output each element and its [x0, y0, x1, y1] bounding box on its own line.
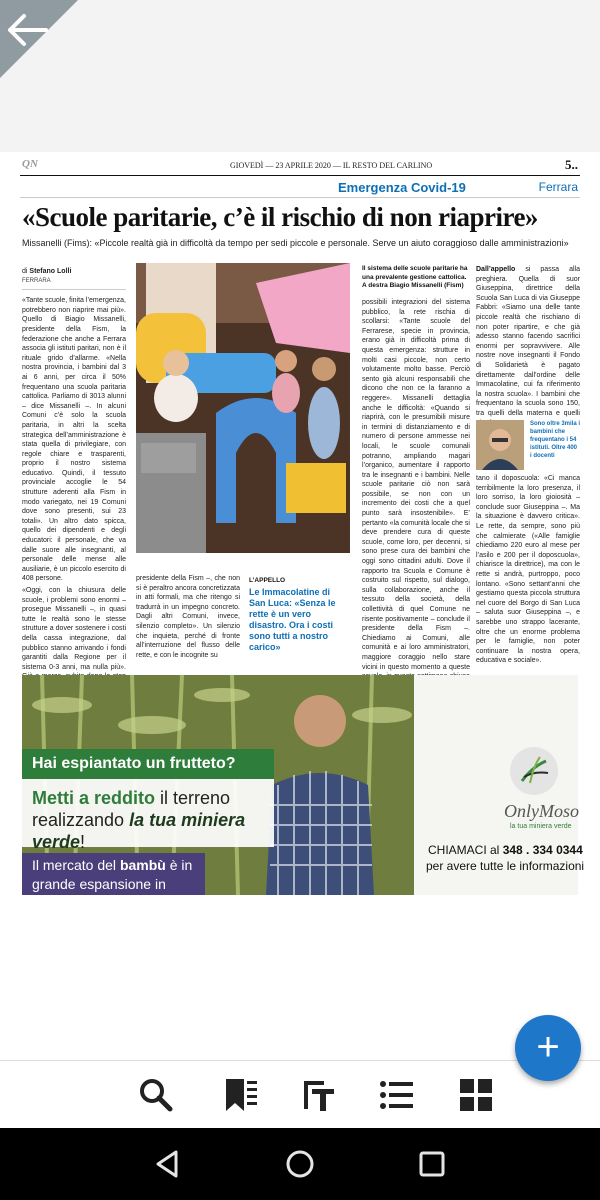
home-icon[interactable]	[282, 1146, 318, 1182]
ad-tagline: la tua miniera verde	[510, 823, 572, 830]
appello-box	[249, 577, 349, 653]
article-column-1	[22, 267, 126, 671]
article-photo	[136, 263, 350, 553]
paragraph: «Oggi, con la chiusura delle scuole, i problemi sono enormi – prosegue Missanelli –, in quasi tutte le realtà sono le stesse strutture a dover sostenere i costi della cassa integrazione, dal pubblico stanno arrivando i fondi garantiti dalla Regione per il sistema 0-3 anni, ma nulla più».	[22, 587, 126, 671]
advertisement[interactable]	[22, 675, 585, 911]
back-arrow-icon[interactable]	[6, 10, 50, 50]
ad-brand-panel	[414, 675, 585, 895]
paragraph: presidente della Fism –, che non si è peraltro ancora concretizzata in atti formali, ma che ritengo si tradurrà in un impegno concreto. Dagli altri Comuni, invece, silenzio completo». Un silenzio che inquieta, perché di fronte all’interruzione del flusso delle rette, e con le incognite su	[136, 575, 240, 659]
photo-caption: Il sistema delle scuole paritarie ha una prevalente gestione cattolica. A destra Biagio Missanelli (Fism)	[362, 265, 468, 289]
children-playground-image	[136, 263, 350, 553]
ad-question: Hai espiantato un frutteto?	[22, 749, 274, 779]
thumb-caption: Sono oltre 3mila i bambini che frequentano i 54 istituti. Oltre 400 i docenti	[530, 421, 581, 459]
ad-phone: CHIAMACI al 348 . 334 0344	[428, 843, 583, 857]
bamboo-logo-icon	[510, 747, 558, 795]
appello-tag: L’APPELLO	[249, 577, 286, 584]
reader-toolbar	[0, 1060, 600, 1128]
app-top-bar	[0, 0, 600, 152]
recents-icon[interactable]	[414, 1146, 450, 1182]
paragraph: Dall’appello si passa alla preghiera. Quella di suor Giuseppina, direttrice della Scuola San Luca di via Giuseppe Fabbri: «Siamo una delle tante piccole realtà che rischiano di non poter ripartire, e che già adesso stanno facendo sacrifici enormi per sopravvivere. Alle nostre nove insegnanti il Fondo di Solidarietà è pagato direttamente dall’ordine delle Immacolatine, cui fa riferimento la nostra scuola». I bambini che frequentano la scuola sono 150, tra quelli della materna e quelli	[476, 266, 580, 417]
search-icon[interactable]	[136, 1075, 176, 1115]
section-city: Ferrara	[538, 180, 578, 194]
ad-market-copy: Il mercato del bambù è in grande espansione in Italia!	[22, 853, 205, 895]
newspaper-page	[0, 152, 600, 1074]
page-number: 5..	[565, 157, 578, 172]
ad-main-copy: Metti a reddito il terreno realizzando la tua miniera verde!	[22, 779, 274, 847]
byline: di Stefano Lolli FERRARA	[22, 267, 126, 290]
article-column-4-top	[476, 265, 580, 417]
toc-list-icon[interactable]	[376, 1075, 416, 1115]
ad-info: per avere tutte le informazioni	[426, 859, 585, 873]
article-column-3	[362, 298, 470, 671]
grid-icon[interactable]	[456, 1075, 496, 1115]
article-subheadline: Missanelli (Fims): «Piccole realtà già in difficoltà da tempo per sedi piccole e personale. Serve un aiuto coraggioso dalle amministrazioni»	[22, 238, 569, 248]
system-nav-bar	[0, 1128, 600, 1200]
appello-text: Le Immacolatine di San Luca: «Senza le rette è un vero disastro. Ora i costi sono tutti a nostro carico»	[249, 587, 336, 652]
bookmark-list-icon[interactable]	[220, 1075, 260, 1115]
section-label: Emergenza Covid-19	[338, 180, 466, 195]
paragraph: «Tante scuole, finita l’emergenza, potrebbero non riaprire mai più». Quello di Biagio Missanelli, presidente della Fism, la federazione che anche a Ferrara associa gli istituti paritari, non è il rituale grido d’allarme. «Nella nostra provincia, i bambini dal 3 ai 6 anni, per circa il 50% frequentano una scuola paritaria cattolica. Parliamo di 3013 alunni – dice Missanelli –. In alcuni Comuni c’è solo la scuola paritaria, in altri la scelta strategica dell’amministrazione è stata quella di privilegiare, con regole chiare e trasparenti, proprio il nostro sistema educativo. Quindi, il tessuto provinciale accoglie le 54 strutture aderenti alla Fism in modo variegato, nei 19 Comuni dove sono presenti, sui 23 totali». Un altro dato spicca, quello dei dipendenti e degli educatori: il personale, che va dalle suore alle insegnanti, al personale delle mense alle ausiliarie, è un piccolo esercito di 408 persone.	[22, 297, 126, 583]
plus-icon: +	[536, 1025, 560, 1069]
byline-city: FERRARA	[22, 277, 126, 291]
author: Stefano Lolli	[29, 268, 72, 275]
add-fab-button[interactable]	[515, 1015, 581, 1081]
qn-logo: QN	[22, 158, 38, 170]
date-line: GIOVEDÌ — 23 APRILE 2020 — IL RESTO DEL CARLINO	[230, 161, 433, 170]
text-mode-icon[interactable]	[298, 1075, 338, 1115]
article-column-4-bottom	[476, 474, 580, 665]
missanelli-photo	[476, 420, 524, 470]
article-headline: «Scuole paritarie, c’è il rischio di non riaprire»	[22, 202, 538, 232]
article-column-2	[136, 574, 240, 660]
paragraph: possibili integrazioni del sistema pubblico, la rete rischia di scollarsi: «Tante scuole del Ferrarese, specie in provincia, erano già in difficoltà prima di questa emergenza: strutture in molti casi piccole, non certo volutamente molto basse. Perciò sento già alcuni responsabili che dicono che non ce la faranno a reggere». Missanelli dettaglia anche le difficoltà: «Quando si riaprirà, con le presumibili misure in termini di distanziamento e di numero di persone ammesse nei locali, le scuole comunali potranno, ampliando magari l’organico, aumentare il rapporto tra le insegnanti e i bambini. Nelle scuole paritarie ciò non sarà possibile, se non con un incremento dei costi che a quel punto sarà insostenibile». E’ pertanto «la comunità locale che si deve prendere cura di queste scuole, come loro, per decenni, si sono prese cura dei bambini che oggi sono cittadini adulti. Dove il rapporto tra Scuola e Comune è costruito sul rispetto, sul dialogo, sulla collaborazione, anche il tessuto della società, della collettività di quel Comune ne risente positivamente – conclude il presidente della Fism –. Chiediamo ai Comuni, alle comunità e ai loro amministratori, maggiore coraggio nello stare vicini in questo momento a queste	[362, 299, 470, 671]
back-icon[interactable]	[150, 1146, 186, 1182]
section-bar	[20, 178, 580, 198]
ad-brand-name: OnlyMoso	[504, 801, 579, 821]
paragraph: tano il doposcuola: «Ci manca terribilmente la loro presenza, il loro sorriso, la loro gioiosità – conclude suor Giuseppina –. Ma la situazione è davvero critica». Le rette, da sempre, sono più che calmierate («Alle famiglie chiediamo 220 euro al mese per l’asilo e 200 per il doposcuola», chiarisce la direttrice), ma con le rette si andrà, purtroppo, poco lontano. «Sono settant’anni che gestiamo questa piccola struttura nel cuore del Borgo di San Luca – saluta suor Giuseppina –, e sarebbe uno strappo lacerante, oltre che un enorme problema per le famiglie, non poter continuare la nostra opera, educativa e sociale».	[476, 475, 580, 665]
page-header	[20, 156, 580, 176]
